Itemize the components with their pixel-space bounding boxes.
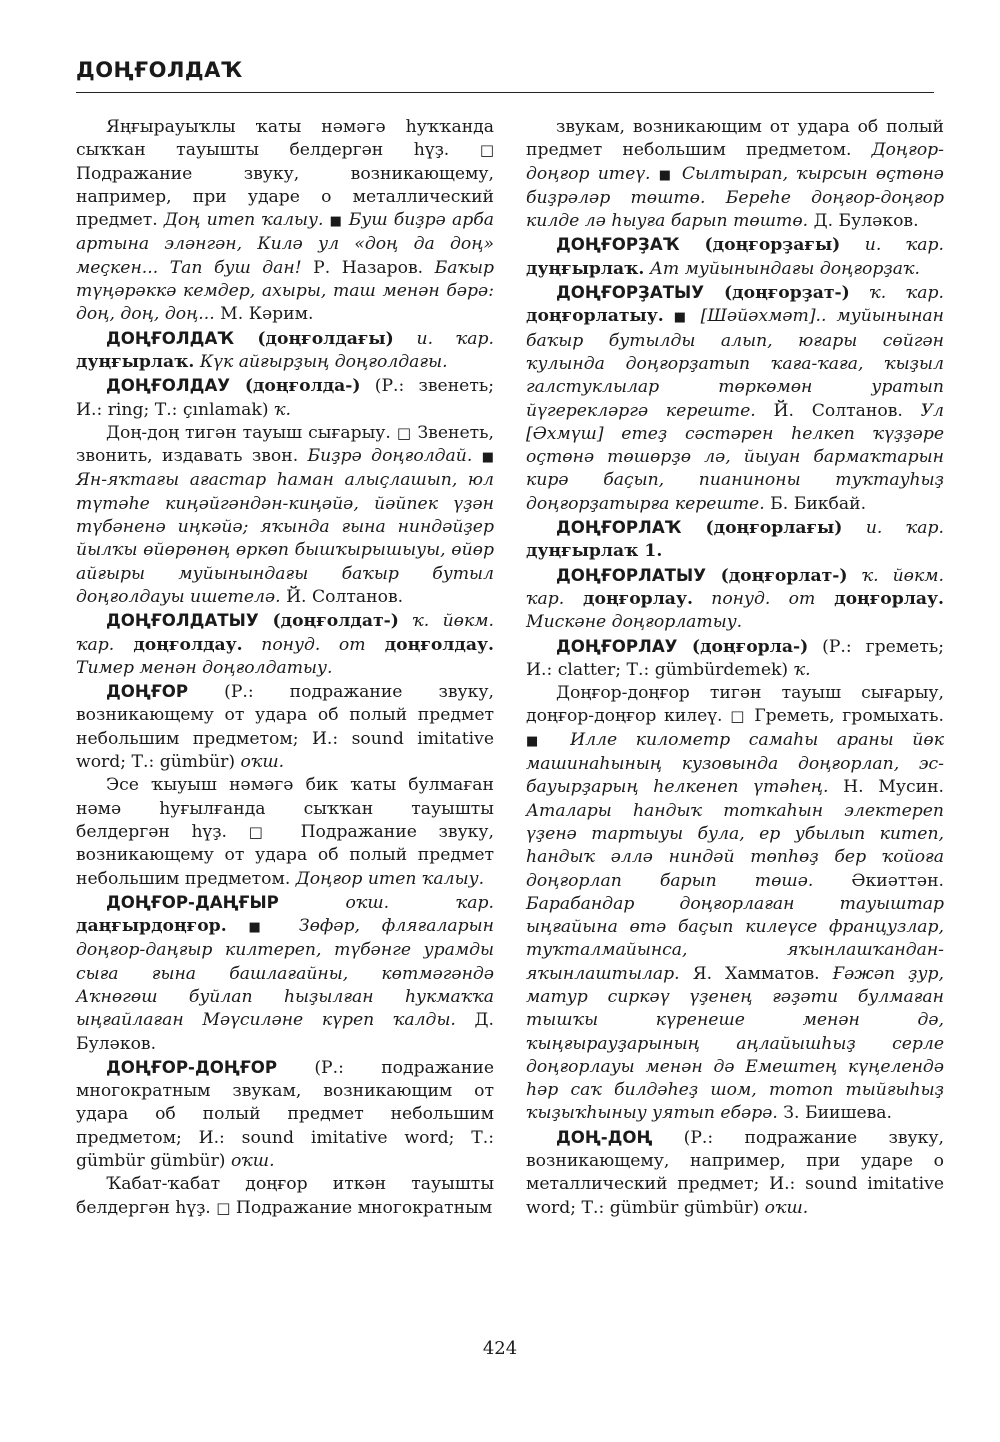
text-run: звукам, возникающим от удара об полый предмет небольшим предметом. [526, 117, 944, 161]
entry-paragraph [76, 1173, 494, 1220]
text-run: ҡ. [793, 659, 811, 680]
page-number: 424 [482, 1338, 518, 1359]
entry-paragraph [526, 116, 944, 233]
text-run: (Р.: подражание многократным звукам, возникающим от удара об полый предмет небольшим предметом; И.: sound imitative word; Т.: gümbür gümbür) [76, 1057, 494, 1172]
headword: ДОҢҒОЛДАҠ [106, 328, 235, 348]
dictionary-entry [76, 609, 494, 680]
text-run: Подражание многократным [230, 1197, 493, 1218]
text-run: Зөфәр, фляғаларын доңғор-даңғыр килтереп, түбәнге урамды сыға ғына башлағайны, көтмәгәндә Аҡнөгөш буйлап һыҙылған һукмаҡҡа ыңғайлаған Мәүсиләне күреп ҡалды. [76, 916, 494, 1031]
headword: ДОҢҒОР [106, 682, 189, 702]
text-run: З. Биишева. [777, 1103, 893, 1124]
dictionary-entry [526, 635, 944, 683]
text-run: ҡ. йөкм. ҡар. [526, 565, 944, 609]
text-run: (доңғорла-) [677, 636, 809, 657]
headword: ДОҢҒОРҘАТЫУ [556, 283, 704, 303]
dictionary-entry [76, 1056, 494, 1173]
text-run: Барабандар доңғорлаған тауыштар ыңғайына өтә баҫып килеүсе французлар, туҡталмайынса, яҡынлашҡандан-яҡынлаштылар. [526, 893, 944, 984]
headword: ДОҢ-ДОҢ [556, 1127, 653, 1147]
text-run: и. ҡар. [393, 328, 495, 349]
headword: ДОҢҒОРЛАҠ [556, 518, 682, 538]
text-run: дуңғырлаҡ 1. [526, 541, 663, 562]
text-run: Й. Солтанов. [280, 586, 404, 607]
text-run: Н. Мусин. [828, 777, 944, 798]
entry-paragraph [526, 682, 944, 1126]
text-run: Д. Буләков. [808, 211, 919, 232]
dictionary-entry [76, 327, 494, 375]
text-run: (Р.: подражание звуку, возникающему, например, при ударе о металлический предмет; И.: sound imitative word; Т.: gümbür gümbür) [526, 1127, 944, 1218]
header-rule [76, 92, 934, 93]
text-run: (Р.: звенеть; И.: ring; Т.: çınlamak) [76, 376, 494, 420]
text-run: даңғырдоңғор. [76, 916, 227, 937]
text-run: Доңғор итеп ҡалыу. [295, 868, 485, 889]
text-run: доңғорлатыу. [526, 306, 664, 327]
text-run: Подражание звуку, возникающему от удара об полый предмет небольшим предметом. [76, 821, 494, 889]
text-run: Яңғырауыҡлы ҡаты нәмәгә һуҡҡанда сыҡҡан тауышты белдергән һүҙ. [76, 117, 494, 161]
text-run: ҡ. [274, 399, 291, 420]
text-run: Доң-доң тигән тауыш сығарыу. [106, 422, 397, 443]
text-run: Аталары һандыҡ тоткаһын электереп үҙенә тартыуы була, ер убылып китеп, һандыҡ әллә ниндәй төпһөҙ бер ҡойоға доңғорлап барып төшә. [526, 800, 944, 891]
text-run: Сылтырап, ҡырсын өҫтөнә биҙрәләр төштө. Береһе доңғор-доңғор килде лә һыуға барып төштө. [526, 163, 944, 232]
running-head: ДОҢҒОЛДАҠ [76, 58, 243, 82]
text-run: доңғорлау. [564, 588, 693, 609]
text-run: дуңғырлаҡ. [76, 351, 195, 372]
text-run [227, 916, 249, 936]
headword: ДОҢҒОР-ДОҢҒОР [106, 1057, 278, 1077]
text-run: Тимер менән доңғолдатыу. [76, 657, 333, 678]
text-run: □ [730, 707, 747, 726]
text-run: ҡ. йөкм. ҡар. [76, 611, 494, 655]
text-run: Д. Буләков. [76, 1010, 494, 1054]
text-run: Ян-яҡтағы ағастар һаман алыҫлашып, юл түтәһе киңәйгәндән-киңәйә, йәйпек үҙән түбәненә иңкәйә; яҡында ғына ниндәйҙер йылҡы өйөрөнөң өркөп бышҡырышыуы, өйөр айғыры муйынындағы баҡыр бутыл доңғолдауы ишетелә. [76, 470, 494, 607]
text-run: оҡш. [764, 1197, 809, 1218]
text-run: (доңғорҙат-) [704, 283, 850, 304]
headword: ДОҢҒОРЛАТЫУ [556, 565, 706, 585]
text-run: Я. Хамматов. [679, 963, 833, 984]
text-run: доңғолдау. [365, 634, 495, 655]
text-run: Доңғор-доңғор итеү. [526, 140, 944, 184]
text-run: (Р.: подражание звуку, возникающему от удара об полый предмет небольшим предметом; И.: sound imitative word; Т.: gümbür) [76, 682, 494, 773]
text-run: М. Кәрим. [214, 304, 314, 325]
text-run: (доңғолдат-) [258, 611, 399, 632]
entry-paragraph [76, 116, 494, 327]
text-run: оҡш. [240, 752, 285, 773]
text-run: и. ҡар. [840, 235, 945, 256]
text-run: [Шәйәхмәт].. муйынынан баҡыр бутылды алып, юғары сөйгән ҡулында доңғорҙатып ҡаға-ҡаға, ҡыҙыл галстуклылар төркөмөн уратып йүгерекләргә кереште. [526, 306, 944, 421]
entry-paragraph [76, 774, 494, 890]
text-run: □ [479, 141, 494, 160]
text-run: (Р.: греметь; И.: clatter; Т.: gümbürdemek) [526, 636, 944, 680]
text-run: Баҡыр түңәрәккә кемдер, ахыры, таш менән бәрә: доң, доң, доң... [76, 257, 494, 325]
text-run: ■ [248, 920, 278, 936]
text-run: понуд. от [692, 588, 816, 609]
text-run: понуд. от [242, 634, 366, 655]
text-run: оҡш. ҡар. [278, 892, 494, 913]
text-run [472, 446, 481, 466]
right-column [526, 116, 944, 1220]
text-run: ■ [658, 167, 674, 183]
text-run: Мискәне доңғорлатыу. [526, 612, 743, 633]
dictionary-entry [76, 374, 494, 422]
text-run: □ [216, 1198, 231, 1217]
text-run: ■ [329, 214, 343, 230]
text-run: Ғәжәп ҙур, матур сиркәү үҙенең ғәҙәти булмаған тышҡы күренеше менән дә, ҡыңғырауҙарының аңлайышһыҙ серле доңғорлауы менән дә Емештең күңелендә һәр саҡ билдәһеҙ шом, тотоп тыйғыһыҙ ҡыҙыҡһыныу уятып ебәрә. [526, 963, 944, 1124]
text-run: (доңғолдағы) [234, 328, 394, 349]
dictionary-entry [526, 1126, 944, 1220]
dictionary-entry [526, 564, 944, 635]
text-run: Илле километр самаһы араны йөк машинаһының кузовында доңғорлап, эс-бауырҙарың һелкенеп үтәһең. [526, 729, 944, 798]
text-run: Р. Назаров. [301, 257, 435, 278]
text-run: ■ [673, 310, 691, 326]
headword: ДОҢҒОРЛАУ [556, 636, 678, 656]
text-run: ■ [526, 733, 552, 749]
left-column [76, 116, 494, 1220]
text-run: оҡш. [230, 1151, 275, 1172]
dictionary-entry [526, 516, 944, 564]
headword: ДОҢҒОР-ДАҢҒЫР [106, 892, 279, 912]
text-run: □ [396, 423, 412, 442]
text-run: Доңғор-доңғор тигән тауыш сығарыу, доңғор-доңғор килеү. [526, 683, 944, 727]
text-run: Звенеть, звонить, издавать звон. [76, 422, 494, 467]
headword: ДОҢҒОРҘАҠ [556, 235, 680, 255]
text-run: Греметь, громыхать. [746, 706, 944, 727]
dictionary-entry [526, 233, 944, 281]
text-run: Б. Бикбай. [764, 493, 867, 514]
text-run: □ [248, 822, 279, 841]
text-run [664, 306, 674, 326]
text-run: Ат муйынындағы доңғорҙаҡ. [644, 258, 920, 279]
text-run: ҡ. ҡар. [849, 283, 944, 304]
headword: ДОҢҒОЛДАТЫУ [106, 611, 259, 631]
text-run: Эсе ҡыуыш нәмәгә бик ҡаты булмаған нәмә һуғылғанда сыҡҡан тауышты белдергән һүҙ. [76, 775, 494, 842]
text-run: (доңғорлат-) [706, 565, 848, 586]
text-run: Й. Солтанов. [755, 400, 921, 421]
text-run: Доң итеп ҡалыу. [163, 210, 324, 231]
text-run: (доңғолда-) [230, 376, 361, 397]
text-run: Күк айғырҙың доңғолдағы. [194, 351, 448, 372]
text-run: Ул [Әхмүш] етеҙ сәстәрен һелкеп ҡүҙҙәре оҫтөнә төшөрҙө лә, йыуан бармаҡтарын кирә баҫып, пианиноны туҡтауһыҙ доңғорҙатырға кереште. [526, 400, 944, 514]
dictionary-entry [76, 680, 494, 774]
text-run: доңғорлау. [815, 588, 945, 609]
headword: ДОҢҒОЛДАУ [106, 376, 231, 396]
dictionary-entry [76, 891, 494, 1056]
text-run: Әкиәттән. [813, 870, 945, 891]
text-run: доңғолдау. [114, 634, 243, 655]
text-run: Биҙрә доңғолдай. [307, 446, 473, 467]
text-run: дуңғырлаҡ. [526, 258, 645, 279]
text-run: Буш биҙрә арба артына эләнгән, Килә ул «доң да доң» меҫкен... Тап буш дан! [76, 210, 494, 278]
text-run: Подражание звуку, возникающему, например, при ударе о металлический предмет. [76, 163, 494, 231]
entry-paragraph [76, 422, 494, 609]
text-run [651, 164, 659, 184]
text-run: Ҡабат-ҡабат доңғор иткән тауышты белдергән һүҙ. [76, 1174, 494, 1218]
text-run: (доңғорҙағы) [679, 235, 841, 256]
text-run: и. ҡар. [842, 518, 945, 539]
text-run: ■ [481, 450, 494, 466]
text-run: (доңғорлағы) [681, 518, 843, 539]
dictionary-entry [526, 281, 944, 516]
